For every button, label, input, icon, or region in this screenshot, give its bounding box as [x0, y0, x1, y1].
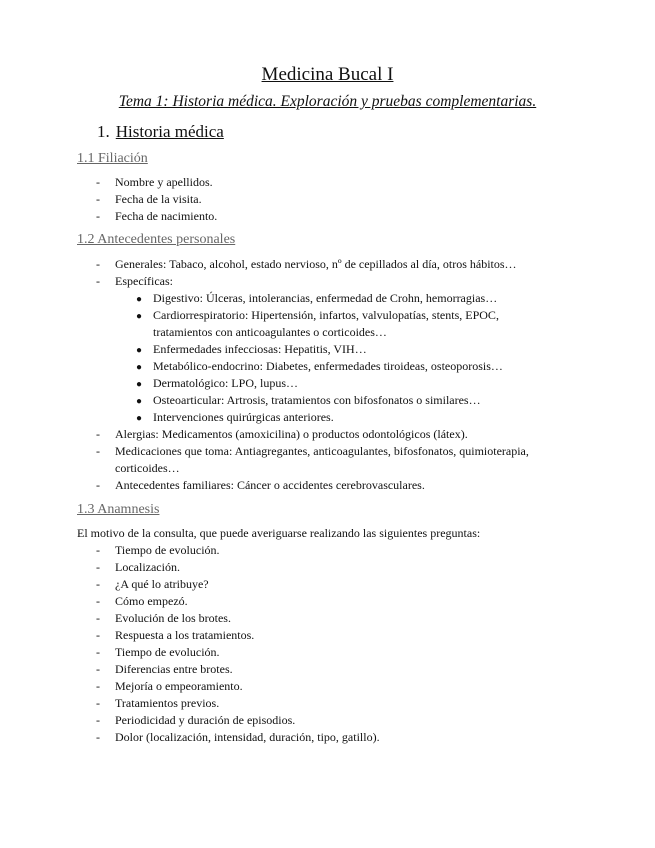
list-item-continuation: corticoides…: [115, 461, 180, 475]
list-item: - Tiempo de evolución.: [96, 645, 220, 659]
list-item-familiares: - Antecedentes familiares: Cáncer o accidentes cerebrovasculares.: [96, 478, 425, 492]
sub-list-item-continuation: tratamientos con anticoagulantes o corticoides…: [153, 325, 387, 339]
list-item: - Tratamientos previos.: [96, 696, 220, 710]
list-item: - Mejoría o empeoramiento.: [96, 679, 243, 693]
document-title: Medicina Bucal I: [261, 64, 394, 85]
paragraph-intro: El motivo de la consulta, que puede averiguarse realizando las siguientes preguntas:: [77, 526, 481, 540]
sub-list-item: ● Metabólico-endocrino: Diabetes, enfermedades tiroideas, osteoporosis…: [136, 359, 503, 373]
subsection-heading-filiacion: 1.1 Filiación: [77, 151, 148, 166]
list-item: - Nombre y apellidos.: [96, 175, 213, 189]
list-item: - Cómo empezó.: [96, 594, 188, 608]
list-item: - ¿A qué lo atribuye?: [96, 577, 209, 591]
section-label: Historia médica: [115, 122, 224, 141]
list-item: - Localización.: [96, 560, 180, 574]
sub-list-item: ● Digestivo: Úlceras, intolerancias, enfermedad de Crohn, hemorragias…: [136, 291, 498, 305]
list-item-generales: - Generales: Tabaco, alcohol, estado nervioso, nº de cepillados al día, otros hábitos…: [96, 257, 517, 271]
list-item: - Evolución de los brotes.: [96, 611, 231, 625]
list-item-medicaciones: - Medicaciones que toma: Antiagregantes, anticoagulantes, bifosfonatos, quimioterapia,: [96, 444, 529, 458]
list-item-especificas: - Específicas:: [96, 274, 173, 288]
sub-list-item: ● Dermatológico: LPO, lupus…: [136, 376, 298, 390]
list-item: - Respuesta a los tratamientos.: [96, 628, 255, 642]
sub-list-item: ● Cardiorrespiratorio: Hipertensión, infartos, valvulopatías, stents, EPOC,: [136, 308, 499, 322]
subsection-heading-antecedentes: 1.2 Antecedentes personales: [77, 232, 236, 247]
sub-list-item: ● Intervenciones quirúrgicas anteriores.: [136, 410, 334, 424]
section-number: 1.: [97, 122, 110, 141]
sub-list-item: ● Enfermedades infecciosas: Hepatitis, VIH…: [136, 342, 367, 356]
subsection-heading-anamnesis: 1.3 Anamnesis: [77, 502, 160, 517]
list-item: - Fecha de nacimiento.: [96, 209, 218, 223]
list-item-alergias: - Alergias: Medicamentos (amoxicilina) o productos odontológicos (látex).: [96, 427, 468, 441]
list-item: - Dolor (localización, intensidad, duración, tipo, gatillo).: [96, 730, 380, 744]
list-item: - Fecha de la visita.: [96, 192, 202, 206]
list-item: - Periodicidad y duración de episodios.: [96, 713, 296, 727]
sub-list-item: ● Osteoarticular: Artrosis, tratamientos con bifosfonatos o similares…: [136, 393, 481, 407]
list-item: - Diferencias entre brotes.: [96, 662, 233, 676]
section-heading-historia-medica: [97, 121, 224, 143]
document-subtitle: Tema 1: Historia médica. Exploración y pruebas complementarias.: [118, 93, 537, 110]
list-item: - Tiempo de evolución.: [96, 543, 220, 557]
